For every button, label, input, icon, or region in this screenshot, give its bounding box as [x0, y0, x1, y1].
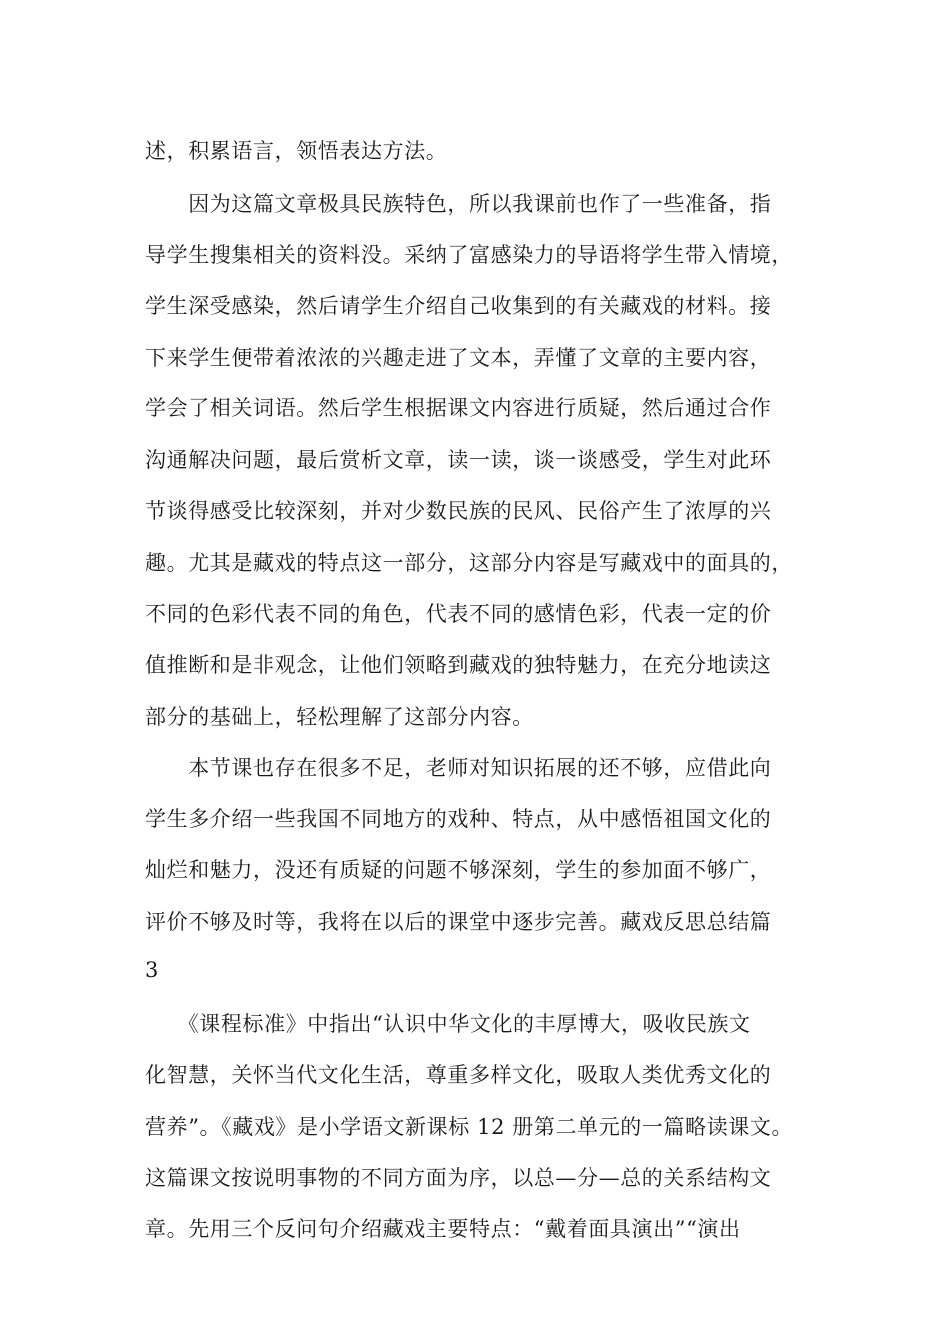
text-line: 值推断和是非观念，让他们领略到藏戏的独特魅力，在充分地读这 [145, 653, 772, 677]
text-line: 因为这篇文章极具民族特色，所以我课前也作了一些准备，指 [145, 192, 772, 216]
text-line: 沟通解决问题，最后赏析文章，读一读，谈一谈感受，学生对此环 [145, 448, 772, 472]
text-line: 本节课也存在很多不足，老师对知识拓展的还不够，应借此向 [145, 756, 772, 780]
text-line: 学生多介绍一些我国不同地方的戏种、特点，从中感悟祖国文化的 [145, 807, 772, 831]
text-line: 节谈得感受比较深刻，并对少数民族的民风、民俗产生了浓厚的兴 [145, 499, 772, 523]
text-line: 灿烂和魅力，没还有质疑的问题不够深刻，学生的参加面不够广， [145, 858, 772, 882]
text-line: 3 [145, 958, 159, 982]
text-line: 学生深受感染，然后请学生介绍自己收集到的有关藏戏的材料。接 [145, 294, 772, 318]
text-line: 化智慧，关怀当代文化生活，尊重多样文化，吸取人类优秀文化的 [145, 1063, 772, 1087]
text-line: 述，积累语言，领悟表达方法。 [145, 139, 448, 163]
text-line: 评价不够及时等，我将在以后的课堂中逐步完善。藏戏反思总结篇 [145, 910, 772, 934]
text-line: 不同的色彩代表不同的角色，代表不同的感情色彩，代表一定的价 [145, 602, 772, 626]
text-line: 章。先用三个反问句介绍藏戏主要特点：“戴着面具演出”“演出 [145, 1217, 741, 1241]
text-line: 《课程标准》中指出“认识中华文化的丰厚博大，吸收民族文 [145, 1012, 751, 1036]
text-line: 营养”。《藏戏》是小学语文新课标 12 册第二单元的一篇略读课文。 [145, 1115, 794, 1139]
text-line: 趣。尤其是藏戏的特点这一部分，这部分内容是写藏戏中的面具的， [145, 551, 793, 575]
text-line: 部分的基础上，轻松理解了这部分内容。 [145, 705, 534, 729]
text-line: 导学生搜集相关的资料没。采纳了富感染力的导语将学生带入情境， [145, 243, 793, 267]
text-line: 下来学生便带着浓浓的兴趣走进了文本，弄懂了文章的主要内容， [145, 346, 772, 370]
text-line: 学会了相关词语。然后学生根据课文内容进行质疑，然后通过合作 [145, 396, 772, 420]
text-line: 这篇课文按说明事物的不同方面为序，以总—分—总的关系结构文 [145, 1166, 772, 1190]
